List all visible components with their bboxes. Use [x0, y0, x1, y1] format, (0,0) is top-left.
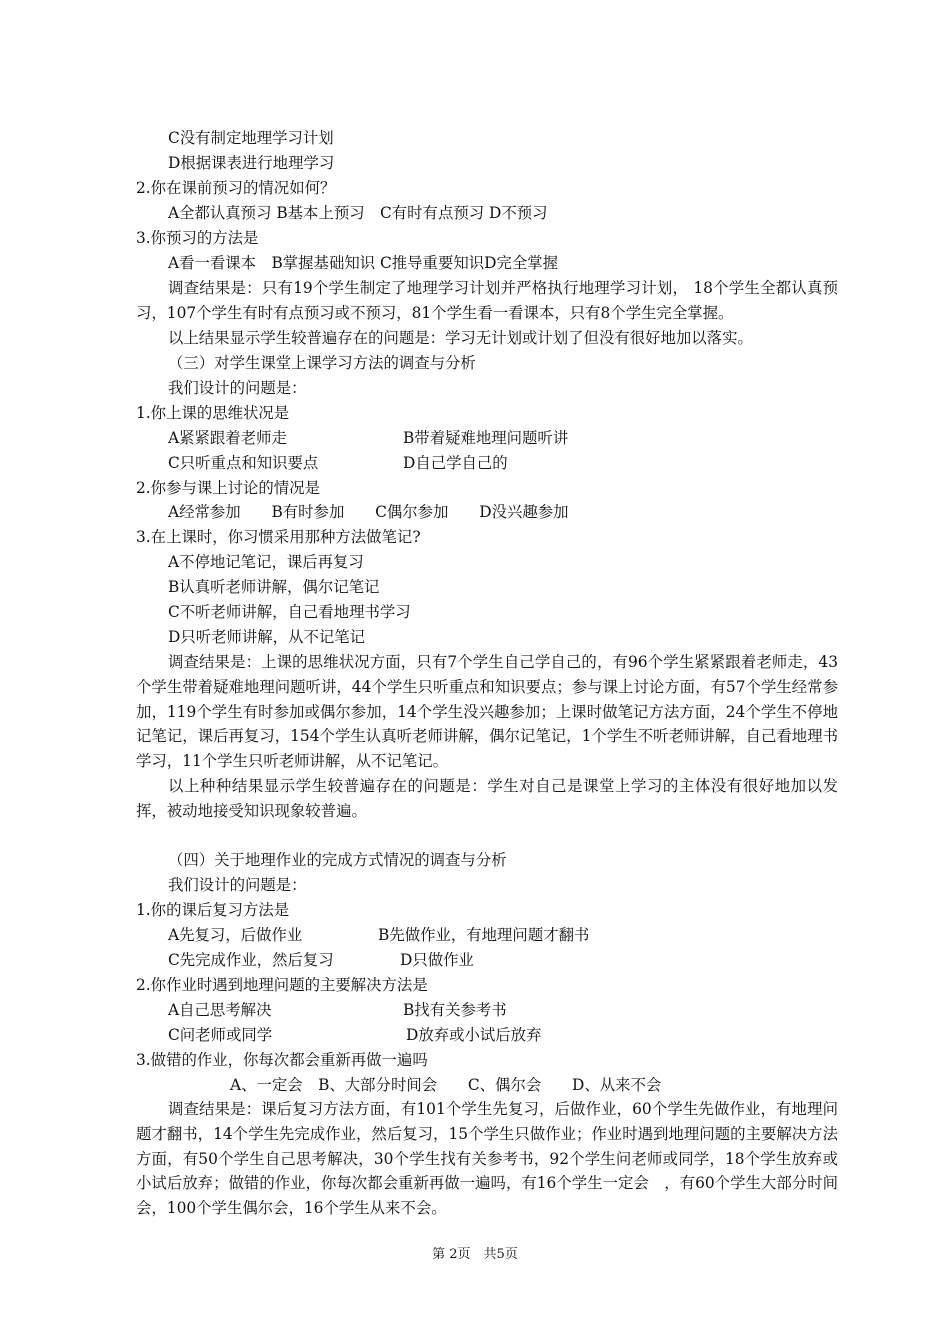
question-line: 2.你参与课上讨论的情况是 [136, 479, 320, 497]
options-line: A经常参加 B有时参加 C偶尔参加 D没兴趣参加 [168, 503, 569, 521]
option-d: D只做作业 [400, 951, 474, 969]
result-text: 调查结果是：只有19个学生制定了地理学习计划并严格执行地理学习计划， 18个学生全都认真预习，107个学生有时有点预习或不预习，81个学生看一看课本，只有8个学生完全掌握。 [136, 279, 838, 322]
question-line: 1.你的课后复习方法是 [136, 901, 290, 919]
question-line: 3.做错的作业，你每次都会重新再做一遍吗 [136, 1051, 428, 1069]
intro-line: 我们设计的问题是： [168, 876, 307, 894]
question-line: 2.你在课前预习的情况如何？ [136, 179, 336, 197]
option-line: D根据课表进行地理学习 [168, 154, 335, 172]
option-a: A自己思考解决 [168, 1001, 272, 1019]
section-heading: （三）对学生课堂上课学习方法的调查与分析 [168, 354, 476, 372]
question-line: 3.你预习的方法是 [136, 229, 259, 247]
result-paragraph [136, 1097, 838, 1221]
result-text: 调查结果是：课后复习方法方面，有101个学生先复习，后做作业，60个学生先做作业，有地理问题才翻书，14个学生先完成作业，然后复习，15个学生只做作业；作业时遇到地理问题的主要解决方法方面，有50个学生自己思考解决，30个学生找有关参考书，92个学生问老师或同学，18个学生放弃或小试后放弃；做错的作业，你每次都会重新再做一遍吗，有16个学生一定会 ，有60个学生大部分时间会，100个学生偶尔会，16个学生从来不会。 [136, 1100, 838, 1218]
result-text: 调查结果是：上课的思维状况方面，只有7个学生自己学自己的，有96个学生紧紧跟着老师走，43个学生带着疑难地理问题听讲，44个学生只听重点和知识要点；参与课上讨论方面，有57个学生经常参加，119个学生有时参加或偶尔参加，14个学生没兴趣参加；上课时做笔记方法方面，24个学生不停地记笔记，课后再复习，154个学生认真听老师讲解，偶尔记笔记，1个学生不听老师讲解，自己看地理书学习，11个学生只听老师讲解，从不记笔记。 [136, 653, 838, 771]
intro-line: 我们设计的问题是： [168, 379, 307, 397]
options-line: A、一定会 B、大部分时间会 C、偶尔会 D、从来不会 [230, 1076, 662, 1094]
result-paragraph [136, 650, 838, 774]
options-line: A看一看课本 B掌握基础知识 C推导重要知识D完全掌握 [168, 254, 559, 272]
question-line: 3.在上课时，你习惯采用那种方法做笔记? [136, 528, 421, 546]
option-c: C只听重点和知识要点 [168, 454, 319, 472]
question-line: 2.你作业时遇到地理问题的主要解决方法是 [136, 976, 428, 994]
options-line: A全都认真预习 B基本上预习 C有时有点预习 D不预习 [168, 204, 548, 222]
option-b: B认真听老师讲解，偶尔记笔记 [168, 578, 380, 596]
option-d: D放弃或小试后放弃 [406, 1026, 542, 1044]
section-heading: （四）关于地理作业的完成方式情况的调查与分析 [168, 851, 507, 869]
option-c: C问老师或同学 [168, 1026, 273, 1044]
option-d: D只听老师讲解，从不记笔记 [168, 628, 366, 646]
page-number: 第 2页 共5页 [432, 1247, 518, 1262]
conclusion-paragraph [136, 774, 838, 824]
option-d: D自己学自己的 [403, 454, 508, 472]
option-a: A先复习，后做作业 [168, 926, 303, 944]
option-b: B带着疑难地理问题听讲 [403, 429, 569, 447]
option-b: B先做作业，有地理问题才翻书 [378, 926, 590, 944]
conclusion-paragraph [136, 326, 838, 351]
option-a: A不停地记笔记，课后再复习 [168, 553, 364, 571]
option-c: C先完成作业，然后复习 [168, 951, 334, 969]
question-line: 1.你上课的思维状况是 [136, 404, 290, 422]
conclusion-text: 以上种种结果显示学生较普遍存在的问题是：学生对自己是课堂上学习的主体没有很好地加以发挥，被动地接受知识现象较普遍。 [136, 777, 838, 820]
result-paragraph [136, 276, 838, 326]
option-a: A紧紧跟着老师走 [168, 429, 287, 447]
option-b: B找有关参考书 [403, 1001, 507, 1019]
option-line: C没有制定地理学习计划 [168, 129, 334, 147]
option-c: C不听老师讲解，自己看地理书学习 [168, 603, 411, 621]
conclusion-text: 以上结果显示学生较普遍存在的问题是：学习无计划或计划了但没有很好地加以落实。 [168, 329, 753, 347]
